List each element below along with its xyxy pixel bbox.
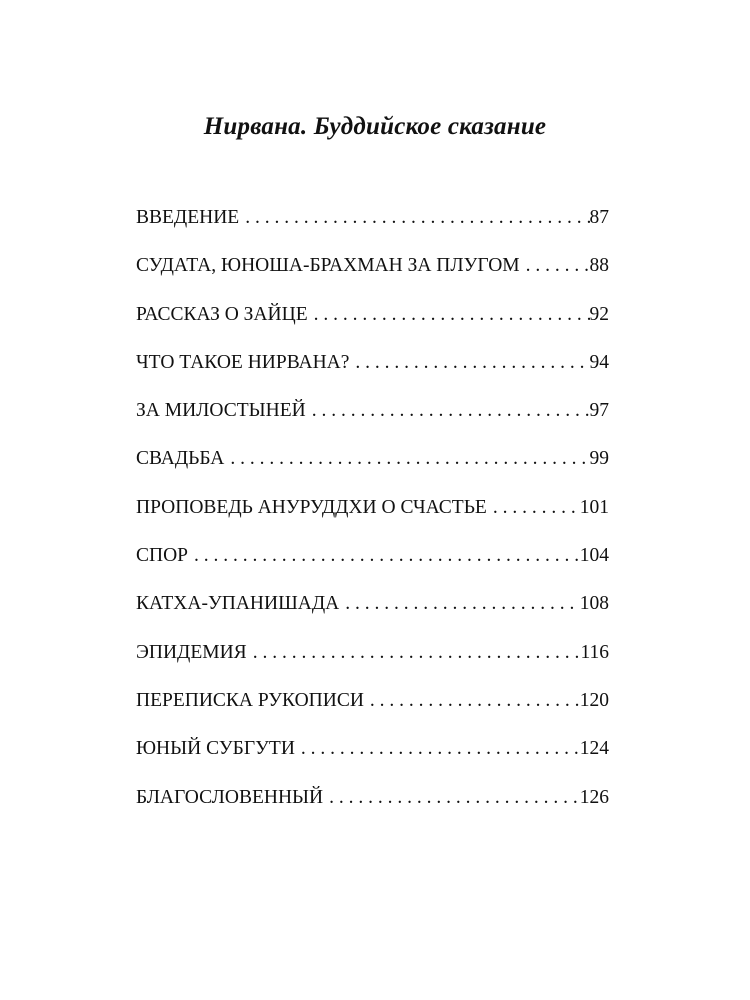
table-of-contents xyxy=(136,207,609,835)
toc-leader-dots xyxy=(364,690,580,712)
toc-leader-dots xyxy=(306,400,590,422)
toc-entry-page: 99 xyxy=(589,448,609,470)
toc-entry-page: 120 xyxy=(579,689,609,711)
section-title: Нирвана. Буддийское сказание xyxy=(203,113,547,140)
toc-entry xyxy=(136,642,609,690)
toc-entry-label: ВВЕДЕНИЕ xyxy=(136,207,240,228)
toc-entry-label: ПЕРЕПИСКА РУКОПИСИ xyxy=(136,689,364,711)
toc-entry xyxy=(136,255,609,303)
toc-entry-page: 126 xyxy=(579,786,609,808)
toc-entry-label: ПРОПОВЕДЬ АНУРУДДХИ О СЧАСТЬЕ xyxy=(136,496,487,518)
toc-entry-page: 88 xyxy=(589,255,609,277)
toc-leader-dots xyxy=(487,497,580,519)
toc-entry xyxy=(136,787,609,835)
toc-entry-label: ЭПИДЕМИЯ xyxy=(136,641,247,663)
toc-entry-page: 104 xyxy=(579,545,609,567)
toc-leader-dots xyxy=(188,545,580,567)
toc-entry-page: 108 xyxy=(579,593,609,615)
toc-entry-label: СУДАТА, ЮНОША-БРАХМАН ЗА ПЛУГОМ xyxy=(136,255,520,277)
toc-entry-label: СВАДЬБА xyxy=(136,448,225,470)
toc-entry xyxy=(136,497,609,545)
toc-entry xyxy=(136,304,609,352)
toc-leader-dots xyxy=(308,304,590,326)
toc-entry xyxy=(136,690,609,738)
toc-leader-dots xyxy=(239,207,589,229)
toc-entry xyxy=(136,448,609,496)
toc-leader-dots xyxy=(339,593,580,615)
toc-entry-page: 124 xyxy=(579,738,609,760)
toc-entry-page: 87 xyxy=(589,207,609,228)
toc-entry-label: ЧТО ТАКОЕ НИРВАНА? xyxy=(136,351,350,373)
toc-entry xyxy=(136,207,609,255)
toc-entry-label: ЗА МИЛОСТЫНЕЙ xyxy=(136,400,306,422)
toc-leader-dots xyxy=(520,255,590,277)
toc-leader-dots xyxy=(247,642,581,664)
toc-entry-label: БЛАГОСЛОВЕННЫЙ xyxy=(136,786,324,808)
toc-leader-dots xyxy=(323,787,580,809)
toc-entry-label: РАССКАЗ О ЗАЙЦЕ xyxy=(136,303,308,325)
toc-entry-page: 97 xyxy=(589,400,609,422)
toc-entry xyxy=(136,738,609,786)
toc-entry xyxy=(136,352,609,400)
toc-entry-page: 116 xyxy=(580,641,609,663)
toc-entry-page: 92 xyxy=(589,303,609,325)
toc-leader-dots xyxy=(224,448,589,470)
toc-entry-label: ЮНЫЙ СУБГУТИ xyxy=(136,738,295,760)
toc-entry-page: 94 xyxy=(589,351,609,373)
toc-entry-page: 101 xyxy=(579,496,609,518)
toc-entry xyxy=(136,545,609,593)
toc-leader-dots xyxy=(349,352,589,374)
toc-entry xyxy=(136,400,609,448)
toc-entry-label: КАТХА-УПАНИШАДА xyxy=(136,593,340,615)
toc-entry-label: СПОР xyxy=(136,545,189,567)
toc-leader-dots xyxy=(295,738,580,760)
toc-entry xyxy=(136,593,609,641)
